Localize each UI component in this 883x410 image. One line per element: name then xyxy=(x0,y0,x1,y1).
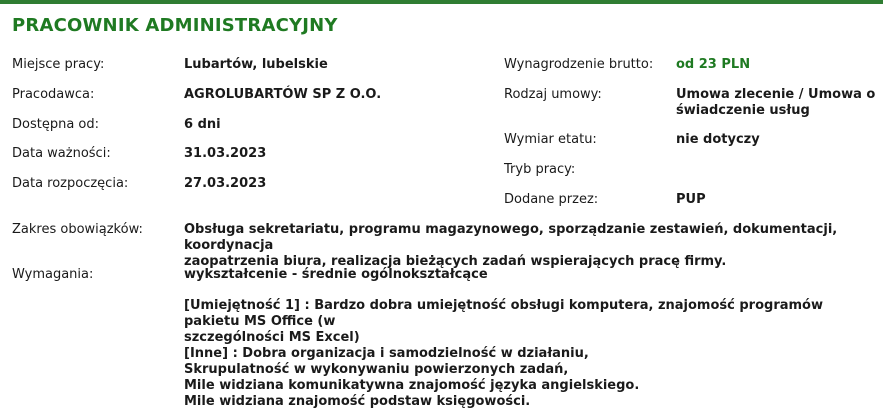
requirements-label: Wymagania: xyxy=(12,267,94,282)
contract-type-line-2: świadczenie usług xyxy=(676,103,810,118)
salary-value: od 23 PLN xyxy=(676,57,751,72)
contract-type-label: Rodzaj umowy: xyxy=(504,87,602,102)
work-hours-value: nie dotyczy xyxy=(676,132,760,147)
employer-label: Pracodawca: xyxy=(12,87,95,102)
added-by-value: PUP xyxy=(676,192,706,207)
other-line-3: Mile widziana komunikatywna znajomość języka angielskiego. xyxy=(184,378,640,393)
duties-value xyxy=(184,222,874,270)
work-hours-label: Wymiar etatu: xyxy=(504,132,597,147)
available-label: Dostępna od: xyxy=(12,117,100,132)
available-value: 6 dni xyxy=(184,117,221,132)
other-line-1: [Inne] : Dobra organizacja i samodzielność w działaniu, xyxy=(184,346,589,361)
work-mode-label: Tryb pracy: xyxy=(504,162,576,177)
other-line-2: Skrupulatność w wykonywaniu powierzonych zadań, xyxy=(184,362,569,377)
salary-label: Wynagrodzenie brutto: xyxy=(504,57,654,72)
job-title: PRACOWNIK ADMINISTRACYJNY xyxy=(12,15,338,36)
start-date-label: Data rozpoczęcia: xyxy=(12,176,129,191)
skill-line-2: szczególności MS Excel) xyxy=(184,330,360,345)
employer-value: AGROLUBARTÓW SP Z O.O. xyxy=(184,87,382,102)
other-line-4: Mile widziana znajomość podstaw księgowości. xyxy=(184,394,531,409)
expiry-value: 31.03.2023 xyxy=(184,146,267,161)
workplace-value: Lubartów, lubelskie xyxy=(184,57,328,72)
contract-type-line-1: Umowa zlecenie / Umowa o xyxy=(676,87,876,102)
duties-line-1: Obsługa sekretariatu, programu magazynowego, sporządzanie zestawień, dokumentacji, koordynacja xyxy=(184,222,838,253)
duties-line-2: zaopatrzenia biura, realizacja bieżących zadań wspierających pracę firmy. xyxy=(184,254,727,269)
top-accent-line xyxy=(0,0,883,4)
education-requirement: wykształcenie - średnie ogólnokształcące xyxy=(184,267,488,282)
workplace-label: Miejsce pracy: xyxy=(12,57,105,72)
start-date-value: 27.03.2023 xyxy=(184,176,267,191)
skill-line-1: [Umiejętność 1] : Bardzo dobra umiejętność obsługi komputera, znajomość programów pakietu MS Office (w xyxy=(184,298,823,329)
requirements-details xyxy=(184,298,874,410)
contract-type-value xyxy=(676,87,875,119)
duties-label: Zakres obowiązków: xyxy=(12,222,143,237)
expiry-label: Data ważności: xyxy=(12,146,111,161)
added-by-label: Dodane przez: xyxy=(504,192,599,207)
